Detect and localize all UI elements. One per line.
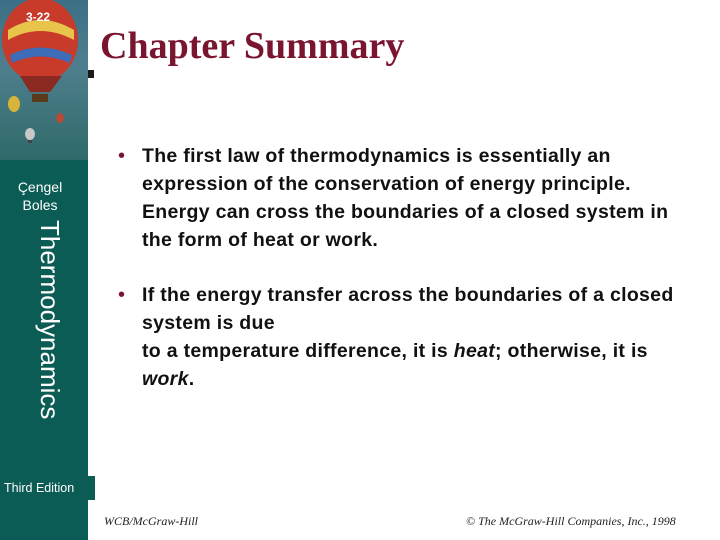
bullet-item [118,281,688,393]
sidebar [0,0,88,540]
author-boles: Boles [22,197,58,213]
work-term: work [142,368,189,390]
book-subject: Thermodynamics [35,220,65,420]
copyright-footer: © The McGraw-Hill Companies, Inc., 1998 [466,514,676,528]
bullet-list [118,142,688,420]
slide-number: 3-22 [26,10,51,24]
bullet-text-semicolon: ; otherwise, it is [495,340,648,362]
authors [10,178,70,214]
bullet-text [142,281,688,393]
heat-term: heat [453,340,496,362]
hot-air-balloons-image [0,0,88,160]
bullet-marker: • [118,145,126,167]
bullet-text-line2: to a temperature difference, it is [142,340,454,362]
bullet-text-end: . [188,368,195,390]
author-cengel: Çengel [17,179,63,195]
slide-title: Chapter Summary [100,25,405,67]
publisher-footer: WCB/McGraw-Hill [104,514,198,528]
edition-label: Third Edition [4,481,75,495]
bullet-item [118,142,688,254]
bullet-marker: • [118,284,126,306]
bullet-text-line1: If the energy transfer across the boundaries of a closed system is due [142,284,674,334]
title-divider [88,70,94,78]
bullet-text: The first law of thermodynamics is essentially an expression of the conservation of energy principle. Energy can cross the boundaries of a closed system in the form of heat or work. [142,145,669,251]
